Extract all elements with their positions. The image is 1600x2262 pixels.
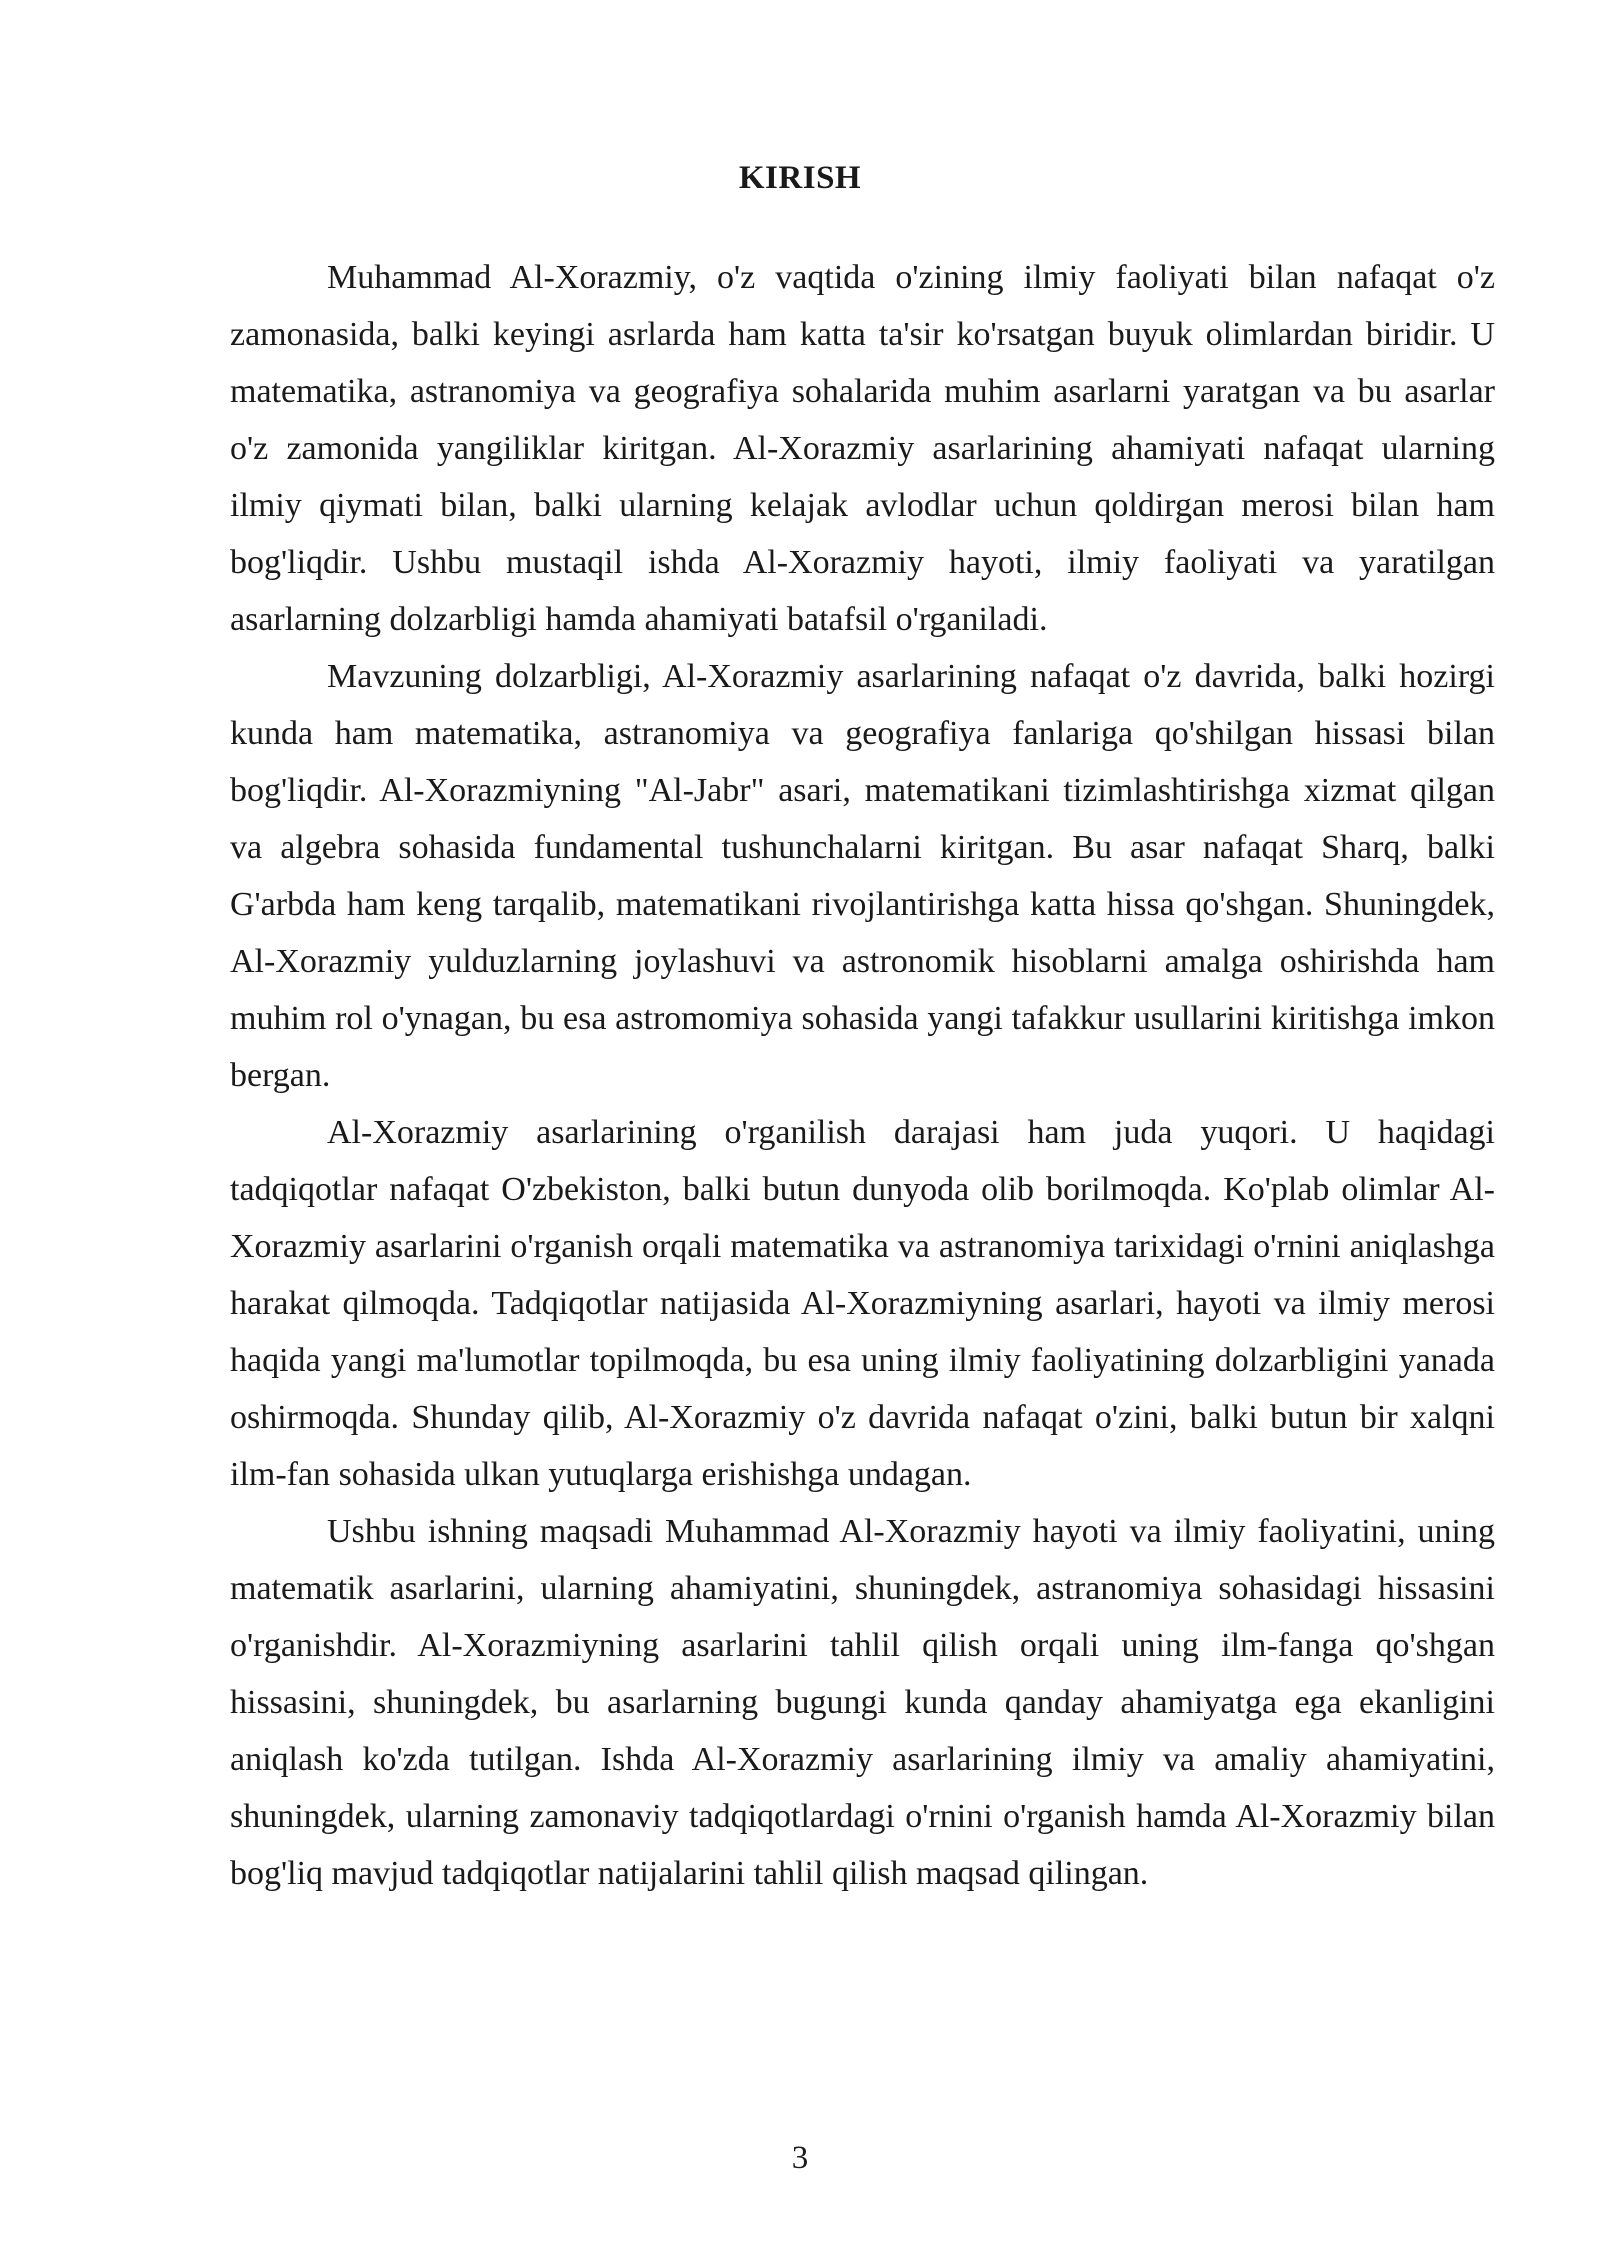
paragraph-research-level: Al-Xorazmiy asarlarining o'rganilish darajasi ham juda yuqori. U haqidagi tadqiqotlar nafaqat O'zbekiston, balki butun dunyoda olib borilmoqda. Ko'plab olimlar Al-Xorazmiy asarlarini o'rganish orqali matematika va astranomiya tarixidagi o'rnini aniqlashga harakat qilmoqda. Tadqiqotlar natijasida Al-Xorazmiyning asarlari, hayoti va ilmiy merosi haqida yangi ma'lumotlar topilmoqda, bu esa uning ilmiy faoliyatining dolzarbligini yanada oshirmoqda. Shunday qilib, Al-Xorazmiy o'z davrida nafaqat o'zini, balki butun bir xalqni ilm-fan sohasida ulkan yutuqlarga erishishga undagan.: [230, 1114, 1495, 1493]
body-text: [230, 249, 1495, 1902]
paragraph-intro: Muhammad Al-Xorazmiy, o'z vaqtida o'zining ilmiy faoliyati bilan nafaqat o'z zamonasida, balki keyingi asrlarda ham katta ta'sir ko'rsatgan buyuk olimlardan biridir. U matematika, astranomiya va geografiya sohalarida muhim asarlarni yaratgan va bu asarlar o'z zamonida yangiliklar kiritgan. Al-Xorazmiy asarlarining ahamiyati nafaqat ularning ilmiy qiymati bilan, balki ularning kelajak avlodlar uchun qoldirgan merosi bilan ham bog'liqdir. Ushbu mustaqil ishda Al-Xorazmiy hayoti, ilmiy faoliyati va yaratilgan asarlarning dolzarbligi hamda ahamiyati batafsil o'rganiladi.: [230, 259, 1495, 638]
page-title: KIRISH: [738, 160, 862, 196]
paragraph-goal: Ushbu ishning maqsadi Muhammad Al-Xorazmiy hayoti va ilmiy faoliyatini, uning matematik asarlarini, ularning ahamiyatini, shuningdek, astranomiya sohasidagi hissasini o'rganishdir. Al-Xorazmiyning asarlarini tahlil qilish orqali uning ilm-fanga qo'shgan hissasini, shuningdek, bu asarlarning bugungi kunda qanday ahamiyatga ega ekanligini aniqlash ko'zda tutilgan. Ishda Al-Xorazmiy asarlarining ilmiy va amaliy ahamiyatini, shuningdek, ularning zamonaviy tadqiqotlardagi o'rnini o'rganish hamda Al-Xorazmiy bilan bog'liq mavjud tadqiqotlar natijalarini tahlil qilish maqsad qilingan.: [230, 1513, 1495, 1892]
paragraph-relevance: Mavzuning dolzarbligi, Al-Xorazmiy asarlarining nafaqat o'z davrida, balki hozirgi kunda ham matematika, astranomiya va geografiya fanlariga qo'shilgan hissasi bilan bog'liqdir. Al-Xorazmiyning "Al-Jabr" asari, matematikani tizimlashtirishga xizmat qilgan va algebra sohasida fundamental tushunchalarni kiritgan. Bu asar nafaqat Sharq, balki G'arbda ham keng tarqalib, matematikani rivojlantirishga katta hissa qo'shgan. Shuningdek, Al-Xorazmiy yulduzlarning joylashuvi va astronomik hisoblarni amalga oshirishda ham muhim rol o'ynagan, bu esa astromomiya sohasida yangi tafakkur usullarini kiritishga imkon bergan.: [230, 658, 1495, 1094]
page-number: 3: [791, 2140, 809, 2176]
